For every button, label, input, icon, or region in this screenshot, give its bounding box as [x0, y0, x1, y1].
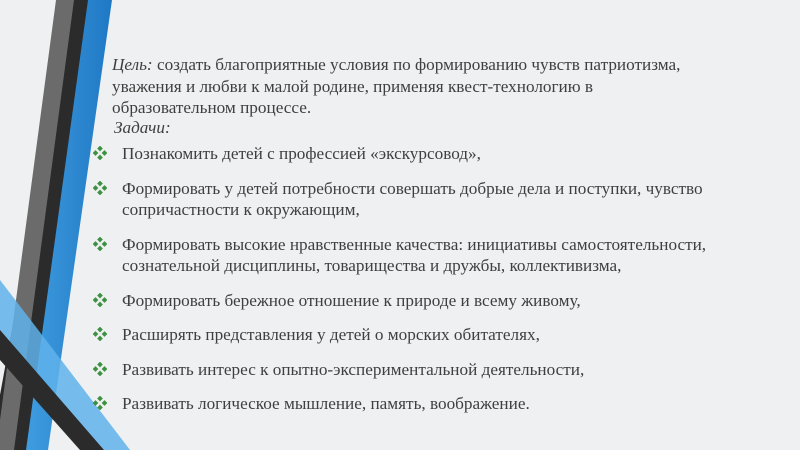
list-item	[112, 324, 712, 346]
tasks-heading: Задачи:	[114, 117, 171, 137]
list-item	[112, 359, 712, 381]
task-text: Формировать у детей потребности совершать добрые дела и поступки, чувство сопричастности к окружающим,	[122, 178, 703, 219]
diamond-bullet-icon	[93, 362, 107, 376]
list-item	[112, 290, 712, 312]
goal-label: Цель:	[112, 55, 153, 74]
list-item	[112, 393, 712, 415]
diamond-bullet-icon	[93, 293, 107, 307]
goal-text: создать благоприятные условия по формированию чувств патриотизма, уважения и любви к малой родине, применяя квест-технологию в образовательном процессе.	[112, 55, 681, 117]
list-item	[112, 143, 712, 165]
task-text: Формировать бережное отношение к природе и всему живому,	[122, 290, 581, 310]
diamond-bullet-icon	[93, 181, 107, 195]
list-item	[112, 178, 712, 221]
task-text: Развивать интерес к опытно-экспериментальной деятельности,	[122, 359, 585, 379]
task-text: Развивать логическое мышление, память, воображение.	[122, 394, 530, 413]
diamond-bullet-icon	[93, 146, 107, 160]
task-text: Расширять представления у детей о морских обитателях,	[122, 325, 540, 344]
diamond-bullet-icon	[93, 396, 107, 410]
diamond-bullet-icon	[93, 327, 107, 341]
task-text: Познакомить детей с профессией «экскурсовод»,	[122, 144, 481, 163]
task-text: Формировать высокие нравственные качества: инициативы самостоятельности, сознательной дисциплины, товарищества и дружбы, коллективизма,	[122, 234, 707, 275]
list-item	[112, 234, 712, 277]
goal-paragraph	[112, 54, 712, 119]
slide-content	[112, 54, 712, 428]
diamond-bullet-icon	[93, 237, 107, 251]
tasks-list	[112, 143, 712, 415]
